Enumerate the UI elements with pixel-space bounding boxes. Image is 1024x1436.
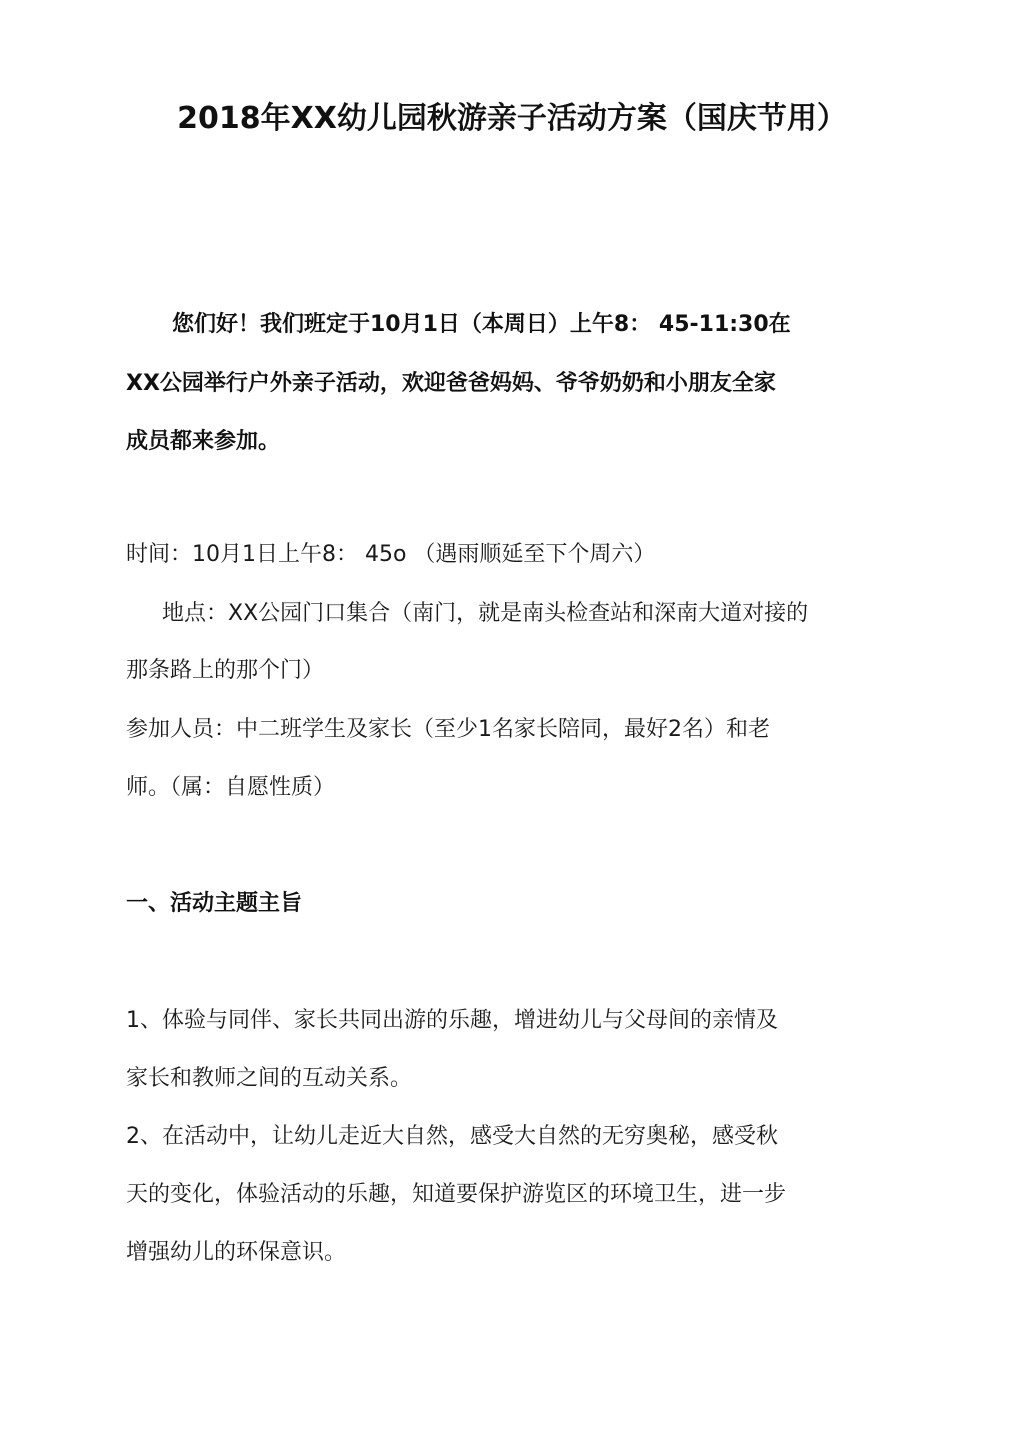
document-title: 2018年XX幼儿园秋游亲子活动方案（国庆节用） (177, 101, 847, 136)
intro-line-1: 您们好！我们班定于10月1日（本周日）上午8： 45-11:30在 (172, 312, 791, 337)
participants-line-2: 师。（属：自愿性质） (126, 775, 336, 800)
item-2-line-1: 2、在活动中，让幼儿走近大自然，感受大自然的无穷奥秘，感受秋 (126, 1124, 778, 1149)
participants-line-1: 参加人员：中二班学生及家长（至少1名家长陪同，最好2名）和老 (126, 717, 770, 742)
item-2-line-2: 天的变化，体验活动的乐趣，知道要保护游览区的环境卫生，进一步 (126, 1182, 787, 1207)
section-heading-1: 一、活动主题主旨 (126, 891, 303, 916)
location-line-2: 那条路上的那个门） (126, 658, 325, 683)
intro-line-2: XX公园举行户外亲子活动，欢迎爸爸妈妈、爷爷奶奶和小朋友全家 (126, 371, 776, 396)
intro-line-3: 成员都来参加。 (126, 429, 281, 454)
item-2-line-3: 增强幼儿的环保意识。 (126, 1240, 347, 1265)
item-1-line-1: 1、体验与同伴、家长共同出游的乐趣，增进幼儿与父母间的亲情及 (126, 1008, 778, 1033)
location-line-1: 地点：XX公园门口集合（南门，就是南头检查站和深南大道对接的 (162, 601, 809, 626)
time-line: 时间：10月1日上午8： 45o （遇雨顺延至下个周六） (126, 542, 656, 567)
item-1-line-2: 家长和教师之间的互动关系。 (126, 1066, 413, 1091)
